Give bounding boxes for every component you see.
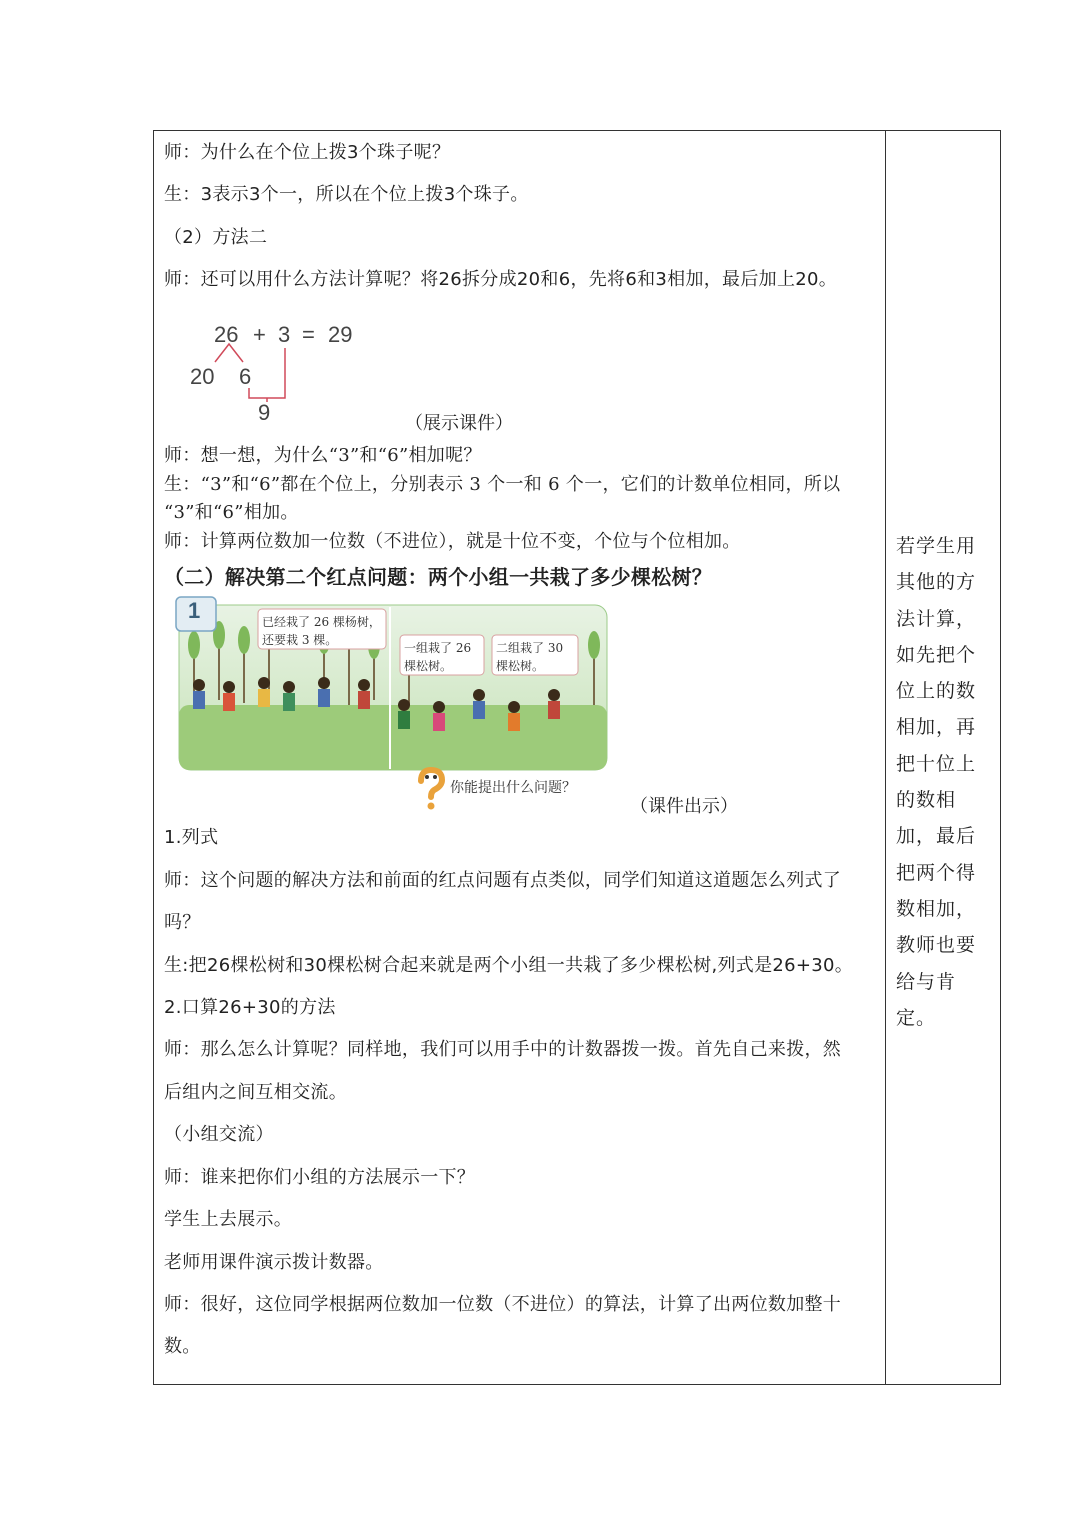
- split-equation-figure: [185, 318, 385, 428]
- text-line: 1.列式: [164, 827, 219, 848]
- note-line: 给与肯: [896, 970, 957, 993]
- note-line: 若学生用: [896, 535, 977, 557]
- text-line: 后组内之间互相交流。: [164, 1082, 347, 1103]
- text-line: 师：还可以用什么方法计算呢？将26拆分成20和6，先将6和3相加，最后加上20。: [164, 269, 838, 290]
- text-line: （2）方法二: [164, 227, 268, 248]
- partial-sum: 9: [258, 400, 271, 425]
- text-line: 吗？: [164, 912, 201, 933]
- text-line: 师：想一想，为什么“3”和“6”相加呢？: [164, 445, 482, 466]
- text-line: 师：这个问题的解决方法和前面的红点问题有点类似，同学们知道这道题怎么列式了: [164, 870, 842, 891]
- column-divider: [885, 130, 886, 1385]
- note-line: 法计算，: [896, 607, 977, 630]
- teacher-note-column: [896, 528, 991, 1036]
- caption-courseware: （展示课件）: [405, 413, 513, 434]
- speech-bubble-line: 一组栽了 26: [404, 641, 472, 655]
- speech-bubble-line: 已经栽了 26 棵杨树，: [262, 615, 381, 629]
- text-line: 师：计算两位数加一位数（不进位），就是十位不变，个位与个位相加。: [164, 531, 741, 552]
- text-line: （小组交流）: [164, 1124, 274, 1145]
- equation-term: 26: [214, 322, 239, 347]
- equation-operator: +: [253, 322, 266, 347]
- text-line: “3”和“6”相加。: [164, 502, 299, 523]
- section-heading: （二）解决第二个红点问题：两个小组一共栽了多少棵松树？: [164, 565, 713, 589]
- speech-bubble-line: 二组栽了 30: [496, 641, 564, 655]
- text-line: 老师用课件演示拨计数器。: [164, 1252, 384, 1273]
- equation-result: 29: [328, 322, 353, 347]
- speech-bubble-line: 还要栽 3 棵。: [262, 633, 338, 647]
- note-line: 教师也要: [896, 934, 977, 957]
- question-text: 你能提出什么问题？: [450, 780, 576, 796]
- note-line: 把两个得: [896, 861, 977, 884]
- speech-bubble-line: 棵松树。: [404, 659, 453, 673]
- text-line: 数。: [164, 1336, 201, 1357]
- illustration-scene: [174, 595, 608, 775]
- text-line: 2.口算26+30的方法: [164, 997, 336, 1018]
- text-line: 师：为什么在个位上拨3个珠子呢？: [164, 142, 451, 163]
- note-line: 加，最后: [896, 825, 977, 848]
- question-mark-icon: [414, 767, 448, 811]
- text-line: 师：很好，这位同学根据两位数加一位数（不进位）的算法，计算了出两位数加整十: [164, 1294, 842, 1315]
- note-line: 的数相: [896, 789, 957, 812]
- caption-courseware-shown: （课件出示）: [630, 796, 738, 817]
- note-line: 如先把个: [896, 643, 977, 666]
- split-left: 20: [190, 364, 215, 389]
- note-line: 定。: [896, 1006, 937, 1029]
- speech-bubble-line: 棵松树。: [496, 659, 545, 673]
- note-line: 数相加，: [896, 897, 977, 920]
- problem-number: 1: [188, 598, 201, 623]
- text-line: 生：3表示3个一，所以在个位上拨3个珠子。: [164, 184, 529, 205]
- text-line: 生:把26棵松树和30棵松树合起来就是两个小组一共栽了多少棵松树,列式是26+30。: [164, 955, 854, 976]
- text-line: 师：谁来把你们小组的方法展示一下？: [164, 1167, 476, 1188]
- note-line: 相加，再: [896, 716, 977, 739]
- note-line: 把十位上: [896, 752, 977, 775]
- planting-illustration: [174, 595, 608, 775]
- note-line: 其他的方: [896, 571, 977, 594]
- text-line: 学生上去展示。: [164, 1209, 293, 1230]
- text-line: 生：“3”和“6”都在个位上，分别表示 3 个一和 6 个一，它们的计数单位相同，所以: [164, 474, 841, 495]
- note-line: 位上的数: [896, 680, 977, 703]
- equation-operator: =: [302, 322, 315, 347]
- question-prompt: [414, 767, 604, 811]
- text-line: 师：那么怎么计算呢？同样地，我们可以用手中的计数器拨一拨。首先自己来拨，然: [164, 1039, 842, 1060]
- split-right: 6: [239, 364, 252, 389]
- equation-term: 3: [278, 322, 291, 347]
